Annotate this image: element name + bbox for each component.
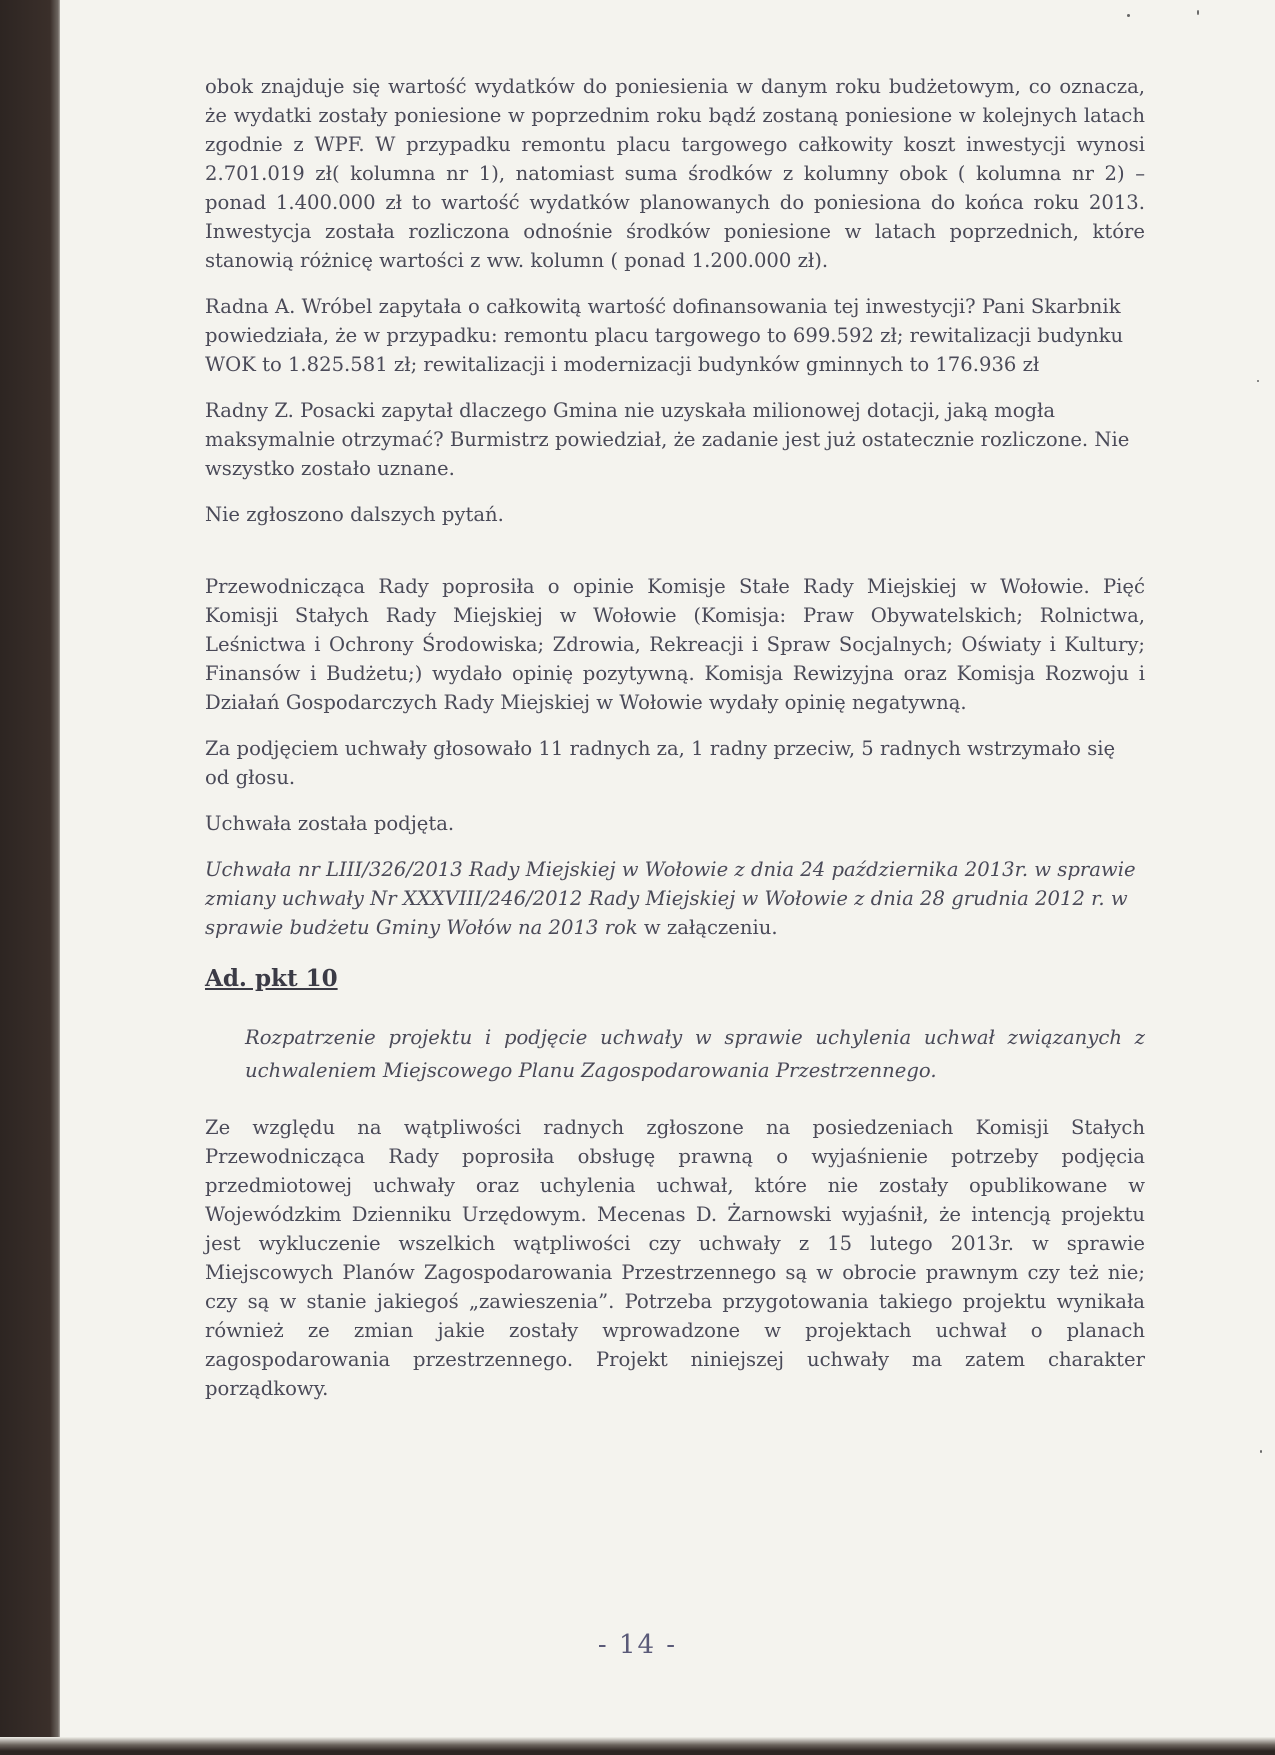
agenda-item: Rozpatrzenie projektu i podjęcie uchwały w sprawie uchylenia uchwał związanych z uchwaleniem Miejscowego Planu Zagospodarowania Przestrzennego.: [245, 1026, 1145, 1082]
scan-speck: [1127, 14, 1130, 17]
paragraph-posacki-question: Radny Z. Posacki zapytał dlaczego Gmina nie uzyskała milionowej dotacji, jaką mogła maksymalnie otrzymać? Burmistrz powiedział, że zadanie jest już ostatecznie rozliczone. Nie wszystko zostało uznane.: [205, 399, 1130, 480]
scan-speck: [1197, 10, 1199, 15]
spacer: [205, 546, 1145, 572]
scan-shadow-bottom: [0, 1737, 1275, 1755]
scan-speck: [1260, 1450, 1262, 1453]
document-body: [205, 72, 1145, 1420]
paragraph-resolution-reference: [205, 855, 1145, 942]
paragraph-wrobel-question: Radna A. Wróbel zapytała o całkowitą wartość dofinansowania tej inwestycji? Pani Skarbnik powiedziała, że w przypadku: remontu placu targowego to 699.592 zł; rewitalizacji budynku WOK to 1.825.581 zł; rewitalizacji i modernizacji budynków gminnych to 176.936 zł: [205, 295, 1124, 376]
scan-speck: [1257, 380, 1259, 382]
section-heading: Ad. pkt 10: [205, 965, 338, 992]
paragraph-resolution-adopted: Uchwała została podjęta.: [205, 812, 455, 835]
paragraph-no-further-questions: Nie zgłoszono dalszych pytań.: [205, 503, 504, 526]
scan-shadow-left: [0, 0, 60, 1755]
paragraph-vote-result: Za podjęciem uchwały głosowało 11 radnych za, 1 radny przeciw, 5 radnych wstrzymało się od głosu.: [205, 737, 1116, 789]
page-number: - 14 -: [597, 1630, 678, 1660]
resolution-title: Uchwała nr LIII/326/2013 Rady Miejskiej w Wołowie z dnia 24 października 2013r. w sprawie zmiany uchwały Nr XXXVIII/246/2012 Rady Miejskiej w Wołowie z dnia 28 grudnia 2012 r. w sprawie budżetu Gminy Wołów na 2013 rok: [205, 858, 1136, 939]
paragraph-committee-opinions: Przewodnicząca Rady poprosiła o opinie Komisje Stałe Rady Miejskiej w Wołowie. Pięć Komisji Stałych Rady Miejskiej w Wołowie (Komisja: Praw Obywatelskich; Rolnictwa, Leśnictwa i Ochrony Środowiska; Zdrowia, Rekreacji i Spraw Socjalnych; Oświaty i Kultury; Finansów i Budżetu;) wydało opinię pozytywną. Komisja Rewizyjna oraz Komisja Rozwoju i Działań Gospodarczych Rady Miejskiej w Wołowie wydały opinię negatywną.: [205, 575, 1145, 714]
resolution-attachment-note: w załączeniu.: [637, 916, 778, 939]
paragraph-legal-explanation: Ze względu na wątpliwości radnych zgłoszone na posiedzeniach Komisji Stałych Przewodnicząca Rady poprosiła obsługę prawną o wyjaśnienie potrzeby podjęcia przedmiotowej uchwały oraz uchylenia uchwał, które nie zostały opublikowane w Wojewódzkim Dzienniku Urzędowym. Mecenas D. Żarnowski wyjaśnił, że intencją projektu jest wykluczenie wszelkich wątpliwości czy uchwały z 15 lutego 2013r. w sprawie Miejscowych Planów Zagospodarowania Przestrzennego są w obrocie prawnym czy też nie; czy są w stanie jakiegoś „zawieszenia”. Potrzeba przygotowania takiego projektu wynikała również ze zmian jakie zostały wprowadzone w projektach uchwał o planach zagospodarowania przestrzennego. Projekt niniejszej uchwały ma zatem charakter porządkowy.: [205, 1116, 1145, 1400]
spacer: [205, 1087, 1145, 1113]
paragraph-investment-costs: obok znajduje się wartość wydatków do poniesienia w danym roku budżetowym, co oznacza, że wydatki zostały poniesione w poprzednim roku bądź zostaną poniesione w kolejnych latach zgodnie z WPF. W przypadku remontu placu targowego całkowity koszt inwestycji wynosi 2.701.019 zł( kolumna nr 1), natomiast suma środków z kolumny obok ( kolumna nr 2) – ponad 1.400.000 zł to wartość wydatków planowanych do poniesiona do końca roku 2013. Inwestycja została rozliczona odnośnie środków poniesione w latach poprzednich, które stanowią różnicę wartości z ww. kolumn ( ponad 1.200.000 zł).: [205, 75, 1145, 272]
